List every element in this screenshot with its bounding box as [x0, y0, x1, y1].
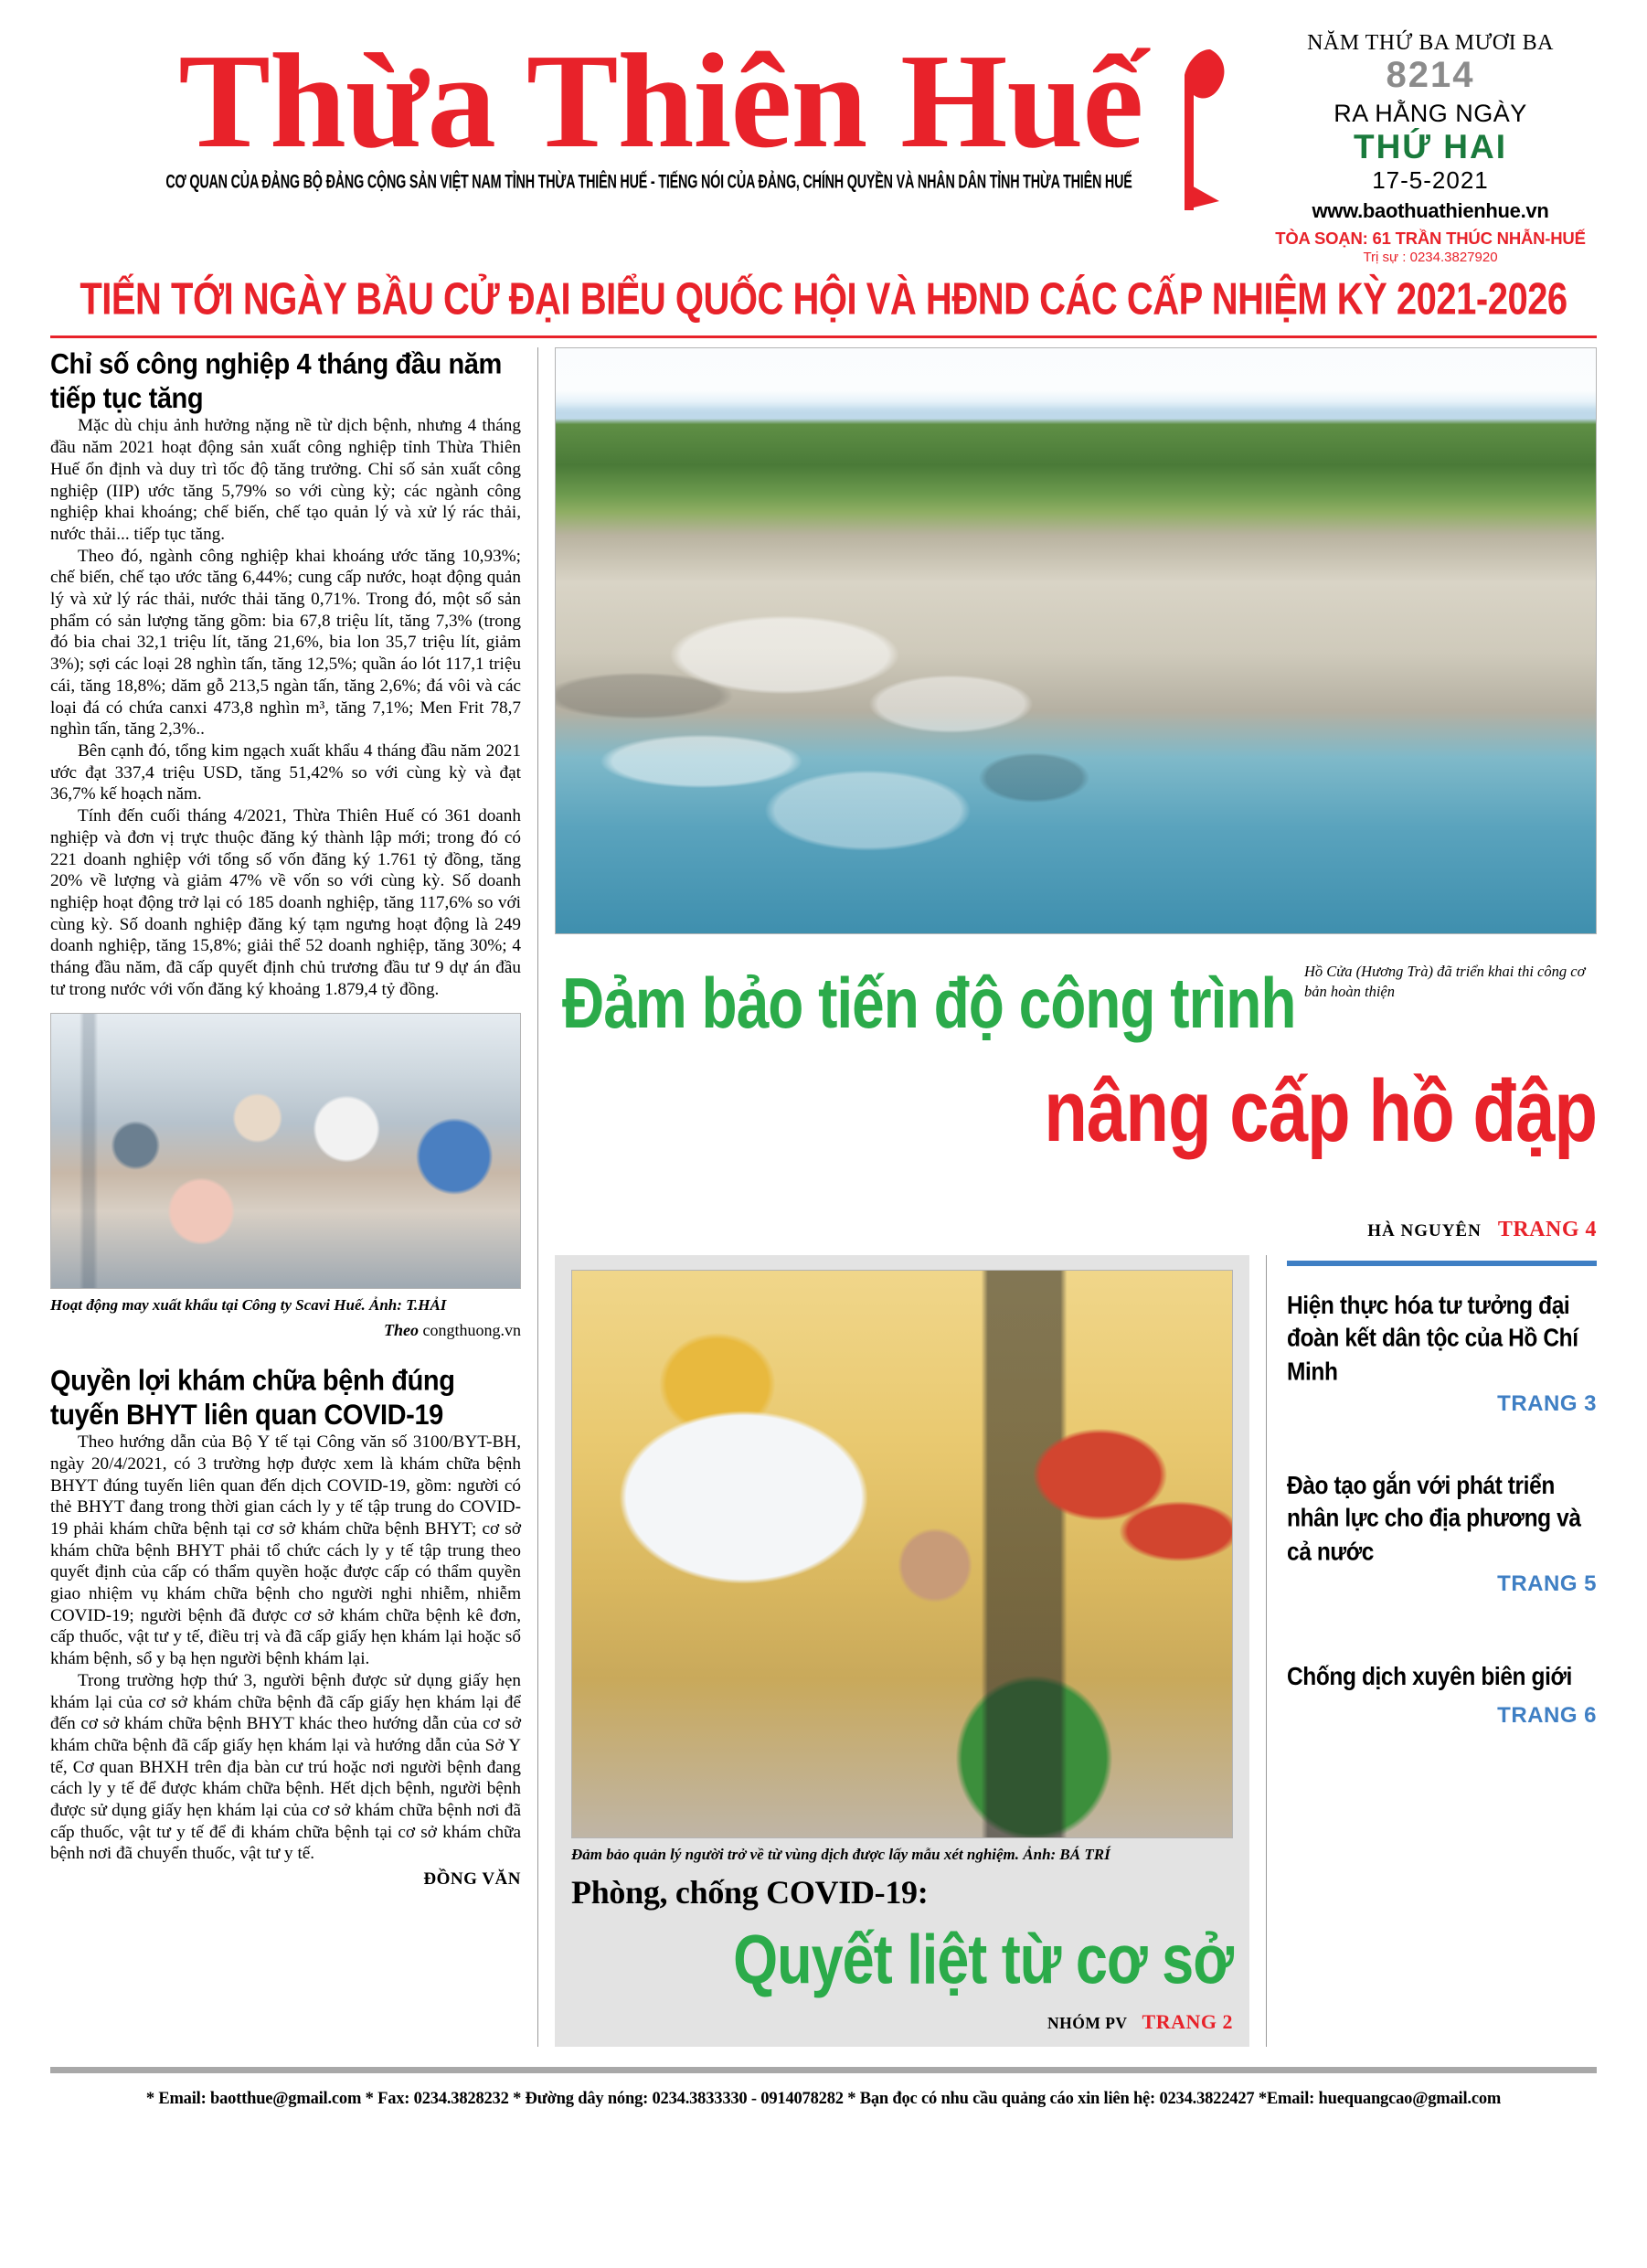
source-name[interactable]: congthuong.vn	[422, 1320, 521, 1339]
hero-headline-line1[interactable]: Đảm bảo tiến độ công trình	[562, 963, 1296, 1044]
covid-headline[interactable]: Quyết liệt từ cơ sở	[733, 1922, 1233, 1999]
article-byline: ĐỒNG VĂN	[423, 1869, 521, 1890]
ho-cua-reservoir-photo	[555, 347, 1597, 934]
newspaper-title: Thừa Thiên Huế	[178, 27, 1143, 176]
masthead-logo	[64, 27, 1234, 194]
covid-byline-row	[571, 2010, 1233, 2034]
article-paragraph: Mặc dù chịu ảnh hưởng nặng nề từ dịch bệnh, nhưng 4 tháng đầu năm 2021 hoạt động sản xuất công nghiệp tỉnh Thừa Thiên Huế ổn định và duy trì tốc độ tăng trưởng. Chỉ số sản xuất công nghiệp (IIP) ước tăng 5,79% so với cùng kỳ; các ngành công nghiệp khai khoáng; chế biến, chế tạo quản lý và xử lý rác thải, nước thải... tiếp tục tăng.	[50, 416, 521, 544]
main-column	[538, 347, 1597, 2047]
photo-image	[51, 1014, 520, 1288]
hero-photo-caption: Hồ Cửa (Hương Trà) đã triển khai thi công cơ bản hoàn thiện	[1304, 963, 1586, 1001]
article-paragraph: Trong trường hợp thứ 3, người bệnh được sử dụng giấy hẹn khám lại của cơ sở khám chữa bệnh đã cấp giấy hẹn khám lại để đến cơ sở khám chữa bệnh BHYT khác theo hướng dẫn của cơ sở khám chữa bệnh đã cấp giấy hẹn khám lại và hướng dẫn của Sở Y tế, Cơ quan BHXH trên địa bàn cư trú hoặc nơi người bệnh đang cách ly y tế để được khám chữa bệnh. Hết dịch bệnh, người bệnh được sử dụng giấy hẹn khám lại của cơ sở khám chữa bệnh nơi đã cấp thuốc, vật tư y tế để đi khám chữa bệnh tại cơ sở khám chữa bệnh nơi đã chuyển thuốc, vật tư y tế.	[50, 1670, 521, 1864]
main-content	[50, 347, 1597, 2047]
side-teaser-1[interactable]	[1287, 1290, 1597, 1417]
issue-number: 8214	[1386, 55, 1475, 95]
issue-year: NĂM THỨ BA MƯƠI BA	[1307, 31, 1554, 55]
photo-caption: Hoạt động may xuất khẩu tại Công ty Scavi Huế. Ảnh: T.HẢI	[50, 1296, 447, 1315]
photo-source	[50, 1321, 521, 1340]
source-label: Theo	[384, 1320, 419, 1339]
covid-kicker: Phòng, chống COVID-19:	[571, 1874, 929, 1911]
side-teaser-page-ref[interactable]: TRANG 3	[1497, 1390, 1597, 1416]
article-headline-industry[interactable]: Chỉ số công nghiệp 4 tháng đầu năm tiếp tục tăng	[50, 348, 502, 415]
left-column	[50, 347, 538, 2047]
side-teaser-page-ref[interactable]: TRANG 6	[1497, 1703, 1597, 1729]
footer-divider	[50, 2067, 1597, 2073]
side-teaser-title: Hiện thực hóa tư tưởng đại đoàn kết dân tộc của Hồ Chí Minh	[1287, 1292, 1578, 1386]
photo-image	[556, 348, 1596, 933]
hero-page-ref[interactable]: TRANG 4	[1497, 1218, 1597, 1241]
side-divider	[1287, 1261, 1597, 1266]
side-teaser-3[interactable]	[1287, 1661, 1597, 1729]
office-address: TÒA SOẠN: 61 TRẦN THÚC NHẪN-HUẾ	[1275, 228, 1586, 248]
hero-headline-line2[interactable]: nâng cấp hồ đập	[1044, 1061, 1597, 1160]
banner-divider	[50, 335, 1597, 338]
article-paragraph: Theo hướng dẫn của Bộ Y tế tại Công văn số 3100/BYT-BH, ngày 20/4/2021, có 3 trường hợp được xem là khám chữa bệnh BHYT đúng tuyến liên quan đến dịch COVID-19, gồm: người có thẻ BHYT đang trong thời gian cách ly y tế tập trung do COVID-19 phải khám chữa bệnh tại cơ sở khám chữa bệnh BHYT; cơ sở khám chữa bệnh BHYT phải tổ chức cách ly y tế tập trung theo quyết định của cấp có thẩm quyền hoặc được cấp có thẩm quyền giao nhiệm vụ khám chữa bệnh cho người nghi nhiễm, nhiễm COVID-19; người bệnh đã được cơ sở khám chữa bệnh kê đơn, cấp thuốc, vật tư y tế, điều trị và đã cấp giấy hẹn khám lại hoặc sổ khám bệnh, sổ y bạ hẹn người bệnh khám lại.	[50, 1432, 521, 1669]
side-teaser-title: Chống dịch xuyên biên giới	[1287, 1663, 1572, 1691]
publication-date: 17-5-2021	[1372, 165, 1489, 194]
article-headline-bhyt[interactable]: Quyền lợi khám chữa bệnh đúng tuyến BHYT liên quan COVID-19	[50, 1364, 455, 1432]
covid-testing-photo	[571, 1270, 1233, 1838]
covid-article-block	[555, 1255, 1249, 2047]
article-paragraph: Theo đó, ngành công nghiệp khai khoáng ước tăng 10,93%; chế biến, chế tạo ước tăng 6,44%; cung cấp nước, hoạt động quản lý và xử lý rác thải, nước thải tăng 0,71%. Trong đó, một số sản phẩm có sản lượng tăng gồm: bia 67,8 triệu lít, tăng 7,3% (trong đó bia chai 32,1 triệu lít, tăng 21,6%, bia lon 35,7 triệu lít, giảm 3%); sợi các loại 28 nghìn tấn, tăng 12,5%; quần áo lót 117,1 triệu cái, tăng 18,8%; dăm gỗ 213,5 ngàn tấn, tăng 2,6%; đá vôi và các loại đá có chứa canxi 473,8 nghìn m³, tăng 7,1%; Men Frit 78,7 nghìn tấn, tăng 2,3%..	[50, 546, 521, 740]
hero-headline-block	[555, 962, 1597, 1190]
publication-weekday: THỨ HAI	[1353, 128, 1508, 165]
article-paragraph: Tính đến cuối tháng 4/2021, Thừa Thiên Huế có 361 doanh nghiệp và đơn vị trực thuộc đăng ký thành lập mới; trong đó có 221 doanh nghiệp với tổng số vốn đăng ký 1.761 tỷ đồng, tăng 20% về lượng và giảm 47% về vốn so với cùng kỳ. Số doanh nghiệp hoạt động trở lại có 185 doanh nghiệp, tăng 117,6% so với cùng kỳ. Số doanh nghiệp đăng ký tạm ngưng hoạt động là 249 doanh nghiệp, tăng 15,8%; giải thể 52 doanh nghiệp, tăng 30%; 4 tháng đầu năm, đã cấp quyết định chủ trương đầu tư 9 dự án đầu tư trong nước với vốn đăng ký khoảng 1.879,4 tỷ đồng.	[50, 806, 521, 999]
flag-icon	[1183, 48, 1234, 212]
photo-image	[572, 1271, 1232, 1837]
hero-byline-row	[555, 1218, 1597, 1242]
publication-frequency: RA HẰNG NGÀY	[1334, 100, 1527, 127]
website-url[interactable]: www.baothuathienhue.vn	[1312, 198, 1549, 222]
masthead	[0, 0, 1647, 274]
side-teaser-title: Đào tạo gắn với phát triển nhân lực cho địa phương và cả nước	[1287, 1472, 1581, 1566]
election-banner	[50, 275, 1597, 325]
side-teaser-column	[1266, 1255, 1597, 2047]
masthead-info	[1234, 31, 1627, 265]
garment-factory-photo	[50, 1013, 521, 1289]
covid-page-ref[interactable]: TRANG 2	[1142, 2010, 1233, 2034]
election-banner-text: TIẾN TỚI NGÀY BẦU CỬ ĐẠI BIỂU QUỐC HỘI VÀ HĐND CÁC CẤP NHIỆM KỲ 2021-2026	[80, 275, 1567, 325]
bottom-section	[555, 1255, 1597, 2047]
hero-byline: HÀ NGUYÊN	[1367, 1221, 1482, 1240]
side-teaser-2[interactable]	[1287, 1470, 1597, 1597]
covid-photo-caption: Đảm bảo quản lý người trở về từ vùng dịch được lấy mẫu xét nghiệm. Ảnh: BÁ TRÍ	[571, 1846, 1110, 1863]
article-paragraph: Bên cạnh đó, tổng kim ngạch xuất khẩu 4 tháng đầu năm 2021 ước đạt 337,4 triệu USD, tăng 51,42% so với cùng kỳ và đạt 36,7% kế hoạch năm.	[50, 740, 521, 804]
side-teaser-page-ref[interactable]: TRANG 5	[1497, 1571, 1597, 1596]
covid-byline: NHÓM PV	[1047, 2014, 1128, 2033]
footer-contact-info: * Email: baotthue@gmail.com * Fax: 0234.3828232 * Đường dây nóng: 0234.3833330 - 0914078282 * Bạn đọc có nhu cầu quảng cáo xin liên hệ: 0234.3822427 *Email: huequangcao@gmail.com	[145, 2090, 1502, 2109]
masthead-subtitle: CƠ QUAN CỦA ĐẢNG BỘ ĐẢNG CỘNG SẢN VIỆT NAM TỈNH THỪA THIÊN HUẾ - TIẾNG NÓI CỦA ĐẢNG, CHÍNH QUYỀN VÀ NHÂN DÂN TỈNH THỪA THIÊN HUẾ	[165, 172, 1132, 194]
office-phone: Trị sự : 0234.3827920	[1363, 249, 1498, 265]
